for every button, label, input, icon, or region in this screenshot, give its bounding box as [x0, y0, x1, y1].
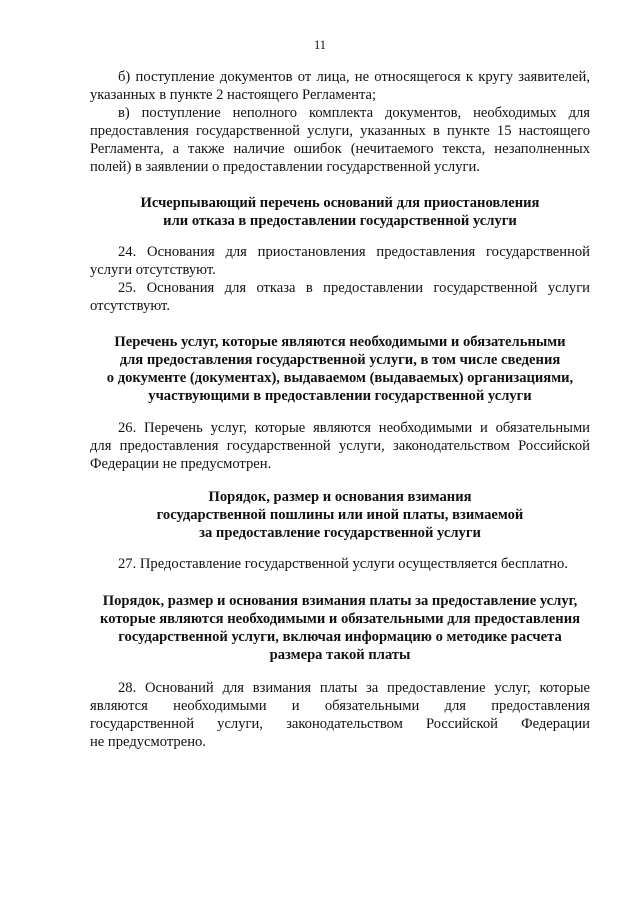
- heading-line: за предоставление государственной услуги: [199, 525, 481, 541]
- text-line: в) поступление неполного комплекта документов, необходимых для: [118, 105, 590, 121]
- text-line: не предусмотрено.: [90, 734, 206, 750]
- heading-line: государственной услуги, включая информацию о методике расчета: [118, 629, 562, 645]
- paragraph-28: [90, 679, 590, 751]
- text-line: являются необходимыми и обязательными для предоставления: [90, 698, 590, 714]
- heading-line: или отказа в предоставлении государственной услуги: [163, 213, 517, 229]
- section-heading-fee-calculation: [70, 592, 610, 664]
- heading-line: которые являются необходимыми и обязательными для предоставления: [100, 611, 580, 627]
- text-line: 24. Основания для приостановления предоставления государственной: [118, 244, 590, 260]
- text-line: предоставления государственной услуги, указанных в пункте 15 настоящего: [90, 123, 590, 139]
- heading-line: Порядок, размер и основания взимания платы за предоставление услуг,: [102, 593, 578, 609]
- text-line: Регламента, а также наличие ошибок (нечитаемого текста, незаполненных: [90, 141, 590, 157]
- text-line: отсутствуют.: [90, 298, 170, 314]
- paragraph-26: [90, 419, 590, 473]
- heading-line: Перечень услуг, которые являются необходимыми и обязательными: [114, 334, 566, 350]
- heading-line: размера такой платы: [269, 647, 411, 663]
- item-v-paragraph: [90, 104, 590, 176]
- item-b-paragraph: [90, 68, 590, 104]
- text-line: 26. Перечень услуг, которые являются необходимыми и обязательными: [118, 420, 590, 436]
- section-heading-state-duty: [70, 488, 610, 542]
- paragraph-25: [90, 279, 590, 315]
- heading-line: участвующими в предоставлении государственной услуги: [148, 388, 532, 404]
- section-heading-refusal-grounds: [70, 194, 610, 230]
- heading-line: Исчерпывающий перечень оснований для приостановления: [140, 195, 540, 211]
- text-line: для предоставления государственной услуги, законодательством Российской: [90, 438, 590, 454]
- page-number: 11: [313, 38, 327, 52]
- text-line: 25. Основания для отказа в предоставлении государственной услуги: [118, 280, 590, 296]
- paragraph-27: [90, 555, 590, 573]
- text-line: 28. Оснований для взимания платы за предоставление услуг, которые: [118, 680, 590, 696]
- text-line: государственной услуги, законодательством Российской Федерации: [90, 716, 590, 732]
- text-line: 27. Предоставление государственной услуги осуществляется бесплатно.: [118, 556, 568, 572]
- text-line: Федерации не предусмотрен.: [90, 456, 272, 472]
- heading-line: для предоставления государственной услуги, в том числе сведения: [119, 352, 561, 368]
- heading-line: Порядок, размер и основания взимания: [208, 489, 472, 505]
- heading-line: государственной пошлины или иной платы, взимаемой: [156, 507, 524, 523]
- text-line: услуги отсутствуют.: [90, 262, 216, 278]
- text-line: указанных в пункте 2 настоящего Регламента;: [90, 87, 377, 103]
- section-heading-required-services: [70, 333, 610, 405]
- text-line: б) поступление документов от лица, не относящегося к кругу заявителей,: [118, 69, 590, 85]
- paragraph-24: [90, 243, 590, 279]
- text-line: полей) в заявлении о предоставлении государственной услуги.: [90, 159, 480, 175]
- heading-line: о документе (документах), выдаваемом (выдаваемых) организациями,: [106, 370, 574, 386]
